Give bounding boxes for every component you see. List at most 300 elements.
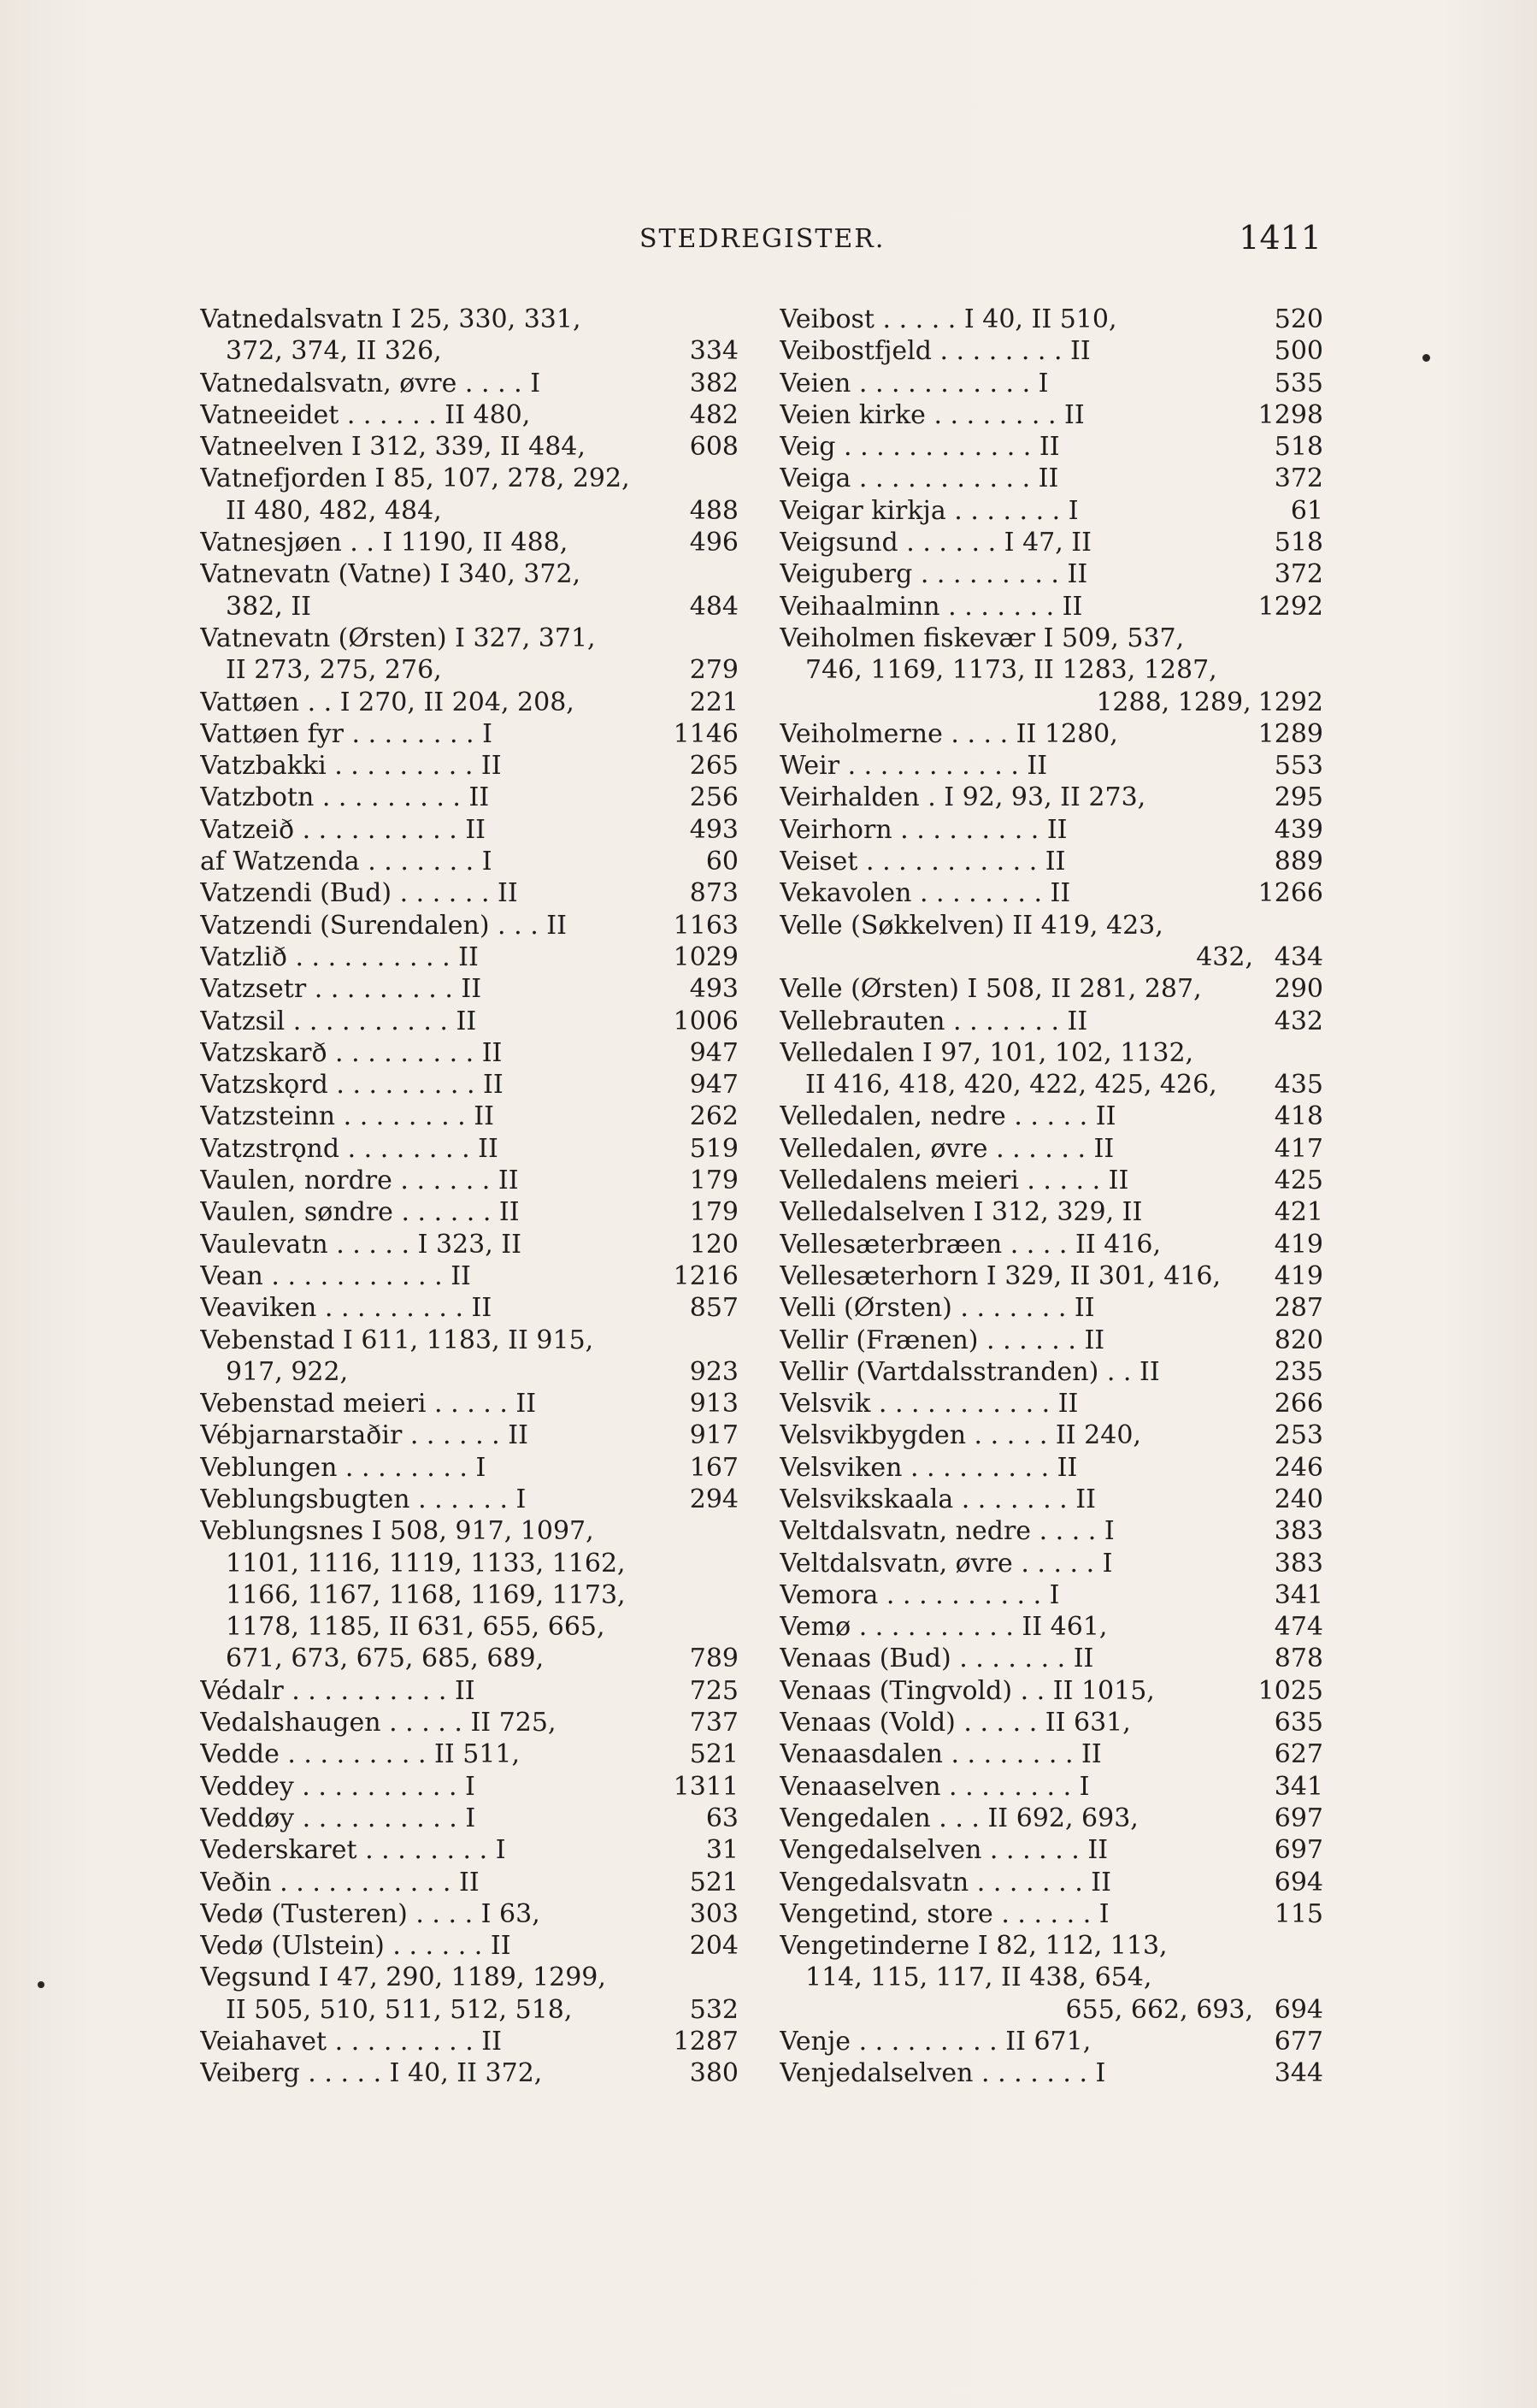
index-entry	[780, 687, 1323, 718]
entry-page-ref: 520	[1274, 304, 1323, 334]
entry-page-ref: 496	[689, 528, 739, 558]
entry-text: II 480, 482, 484,	[226, 495, 442, 526]
index-entry	[780, 1834, 1323, 1866]
index-entry	[200, 1069, 739, 1101]
entry-page-ref: 923	[689, 1356, 739, 1387]
entry-text: Veiset . . . . . . . . . . . II	[780, 847, 1066, 877]
index-entry	[780, 1675, 1323, 1707]
entry-text: Vatneeidet . . . . . . II 480,	[200, 399, 531, 430]
index-entry	[200, 495, 739, 527]
entry-text: af Watzenda . . . . . . . I	[200, 847, 492, 877]
entry-page-ref: 439	[1274, 814, 1323, 845]
index-entry	[780, 1707, 1323, 1738]
index-entry	[200, 1133, 739, 1165]
index-entry	[780, 1101, 1323, 1132]
entry-page-ref: 290	[1274, 974, 1323, 1005]
entry-text: Vatnedalsvatn, øvre . . . . I	[200, 368, 541, 398]
entry-text: 746, 1169, 1173, II 1283, 1287,	[805, 655, 1217, 686]
entry-page-ref: 737	[689, 1708, 739, 1738]
entry-page-ref: 1006	[673, 1006, 739, 1036]
index-entry	[780, 1611, 1323, 1643]
entry-page-ref: 947	[689, 1070, 739, 1101]
entry-text: 372, 374, II 326,	[226, 336, 442, 367]
entry-page-ref: 417	[1274, 1133, 1323, 1164]
entry-text: Venaaselven . . . . . . . . I	[780, 1771, 1090, 1802]
entry-text: Veirhorn . . . . . . . . . II	[780, 814, 1068, 845]
entry-page-ref: 1289	[1257, 718, 1323, 749]
entry-text: Vekavolen . . . . . . . . II	[780, 878, 1071, 909]
index-entry	[200, 431, 739, 463]
entry-text: Velsviken . . . . . . . . . II	[780, 1452, 1078, 1483]
entry-text: Vaulen, nordre . . . . . . II	[200, 1166, 519, 1196]
entry-text: 382, II	[226, 591, 312, 622]
index-entry	[200, 2057, 739, 2089]
entry-text: Veltdalsvatn, nedre . . . . I	[780, 1516, 1115, 1547]
entry-page-ref: 482	[689, 399, 739, 430]
index-entry	[200, 399, 739, 431]
entry-text: Vengedalen . . . II 692, 693,	[780, 1803, 1139, 1833]
entry-text: Vatzendi (Bud) . . . . . . II	[200, 878, 518, 909]
index-entry	[200, 1325, 739, 1356]
entry-page-ref: 1292	[1257, 591, 1323, 622]
entry-text: Vellir (Vartdalsstranden) . . II	[780, 1356, 1160, 1387]
entry-page-ref: 1029	[673, 941, 739, 972]
entry-page-ref: 303	[689, 1898, 739, 1929]
entry-page-ref: 372	[1274, 559, 1323, 590]
entry-text: Veiahavet . . . . . . . . . II	[200, 2027, 502, 2057]
entry-text: Veiga . . . . . . . . . . . II	[780, 463, 1059, 494]
entry-text: Veirhalden . I 92, 93, II 273,	[780, 782, 1146, 813]
entry-text: Veblungsnes I 508, 917, 1097,	[200, 1516, 594, 1547]
entry-page-ref: 421	[1274, 1197, 1323, 1228]
entry-text: Vellesæterbræen . . . . II 416,	[780, 1229, 1162, 1260]
entry-page-ref: 500	[1274, 336, 1323, 367]
entry-page-ref: 627	[1274, 1739, 1323, 1770]
entry-text: Veien kirke . . . . . . . . II	[780, 399, 1085, 430]
entry-text: Vengetinderne I 82, 112, 113,	[780, 1931, 1168, 1962]
entry-page-ref: 697	[1274, 1835, 1323, 1866]
entry-page-ref: 383	[1274, 1548, 1323, 1579]
entry-page-ref: 334	[689, 336, 739, 367]
index-entry	[200, 1484, 739, 1515]
entry-text: Veiholmerne . . . . II 1280,	[780, 718, 1118, 749]
entry-text: Vatzlið . . . . . . . . . . II	[200, 941, 479, 972]
index-entry	[780, 750, 1323, 782]
index-entry	[200, 2026, 739, 2057]
entry-page-ref: 635	[1274, 1708, 1323, 1738]
index-entry	[200, 1675, 739, 1707]
entry-text: Veihaalminn . . . . . . . II	[780, 591, 1083, 622]
entry-text: Veblungen . . . . . . . . I	[200, 1452, 486, 1483]
entry-text: Vatzendi (Surendalen) . . . II	[200, 910, 567, 941]
entry-text: Vattøen fyr . . . . . . . . I	[200, 718, 492, 749]
index-entry	[200, 718, 739, 750]
entry-page-ref: 287	[1274, 1293, 1323, 1324]
entry-text: Vellesæterhorn I 329, II 301, 416,	[780, 1260, 1222, 1291]
entry-text: Vatzsetr . . . . . . . . . II	[200, 974, 482, 1005]
entry-page-ref: 294	[689, 1484, 739, 1514]
index-entry	[200, 1643, 739, 1674]
index-entry	[780, 973, 1323, 1005]
entry-text: Veiholmen fiskevær I 509, 537,	[780, 623, 1185, 653]
index-entry	[200, 1738, 739, 1770]
entry-text: Vatzsteinn . . . . . . . . II	[200, 1101, 494, 1132]
index-entry	[200, 1101, 739, 1132]
index-entry	[200, 1229, 739, 1260]
index-entry	[200, 591, 739, 623]
index-entry	[200, 846, 739, 877]
entry-page-ref: 789	[689, 1644, 739, 1674]
index-entry	[780, 1388, 1323, 1419]
entry-page-ref: 295	[1274, 782, 1323, 813]
entry-page-ref: 279	[689, 655, 739, 686]
entry-text: Veigar kirkja . . . . . . . I	[780, 495, 1079, 526]
entry-page-ref: 857	[689, 1293, 739, 1324]
index-entry	[780, 1515, 1323, 1547]
entry-page-ref: 115	[1274, 1898, 1323, 1929]
entry-text: Vebenstad I 611, 1183, II 915,	[200, 1325, 594, 1355]
entry-text: Vengedalsvatn . . . . . . . II	[780, 1867, 1111, 1897]
entry-text: Vatnevatn (Vatne) I 340, 372,	[200, 559, 581, 590]
index-entry	[200, 814, 739, 846]
index-entry	[200, 1037, 739, 1069]
entry-page-ref: 1292	[1257, 687, 1323, 717]
index-entry	[780, 368, 1323, 399]
entry-page-ref: 1298	[1257, 399, 1323, 430]
entry-text: Veibost . . . . . I 40, II 510,	[780, 304, 1117, 334]
index-entry	[780, 591, 1323, 623]
index-entry	[200, 687, 739, 718]
entry-text: II 273, 275, 276,	[226, 655, 442, 686]
entry-text: Veigsund . . . . . . I 47, II	[780, 528, 1092, 558]
index-entry	[780, 1325, 1323, 1356]
index-entry	[200, 1834, 739, 1866]
index-entry	[780, 623, 1323, 654]
index-entry	[200, 623, 739, 654]
entry-text: Venaasdalen . . . . . . . . II	[780, 1739, 1102, 1770]
entry-page-ref: 913	[689, 1389, 739, 1419]
entry-page-ref: 380	[689, 2058, 739, 2089]
entry-text: 114, 115, 117, II 438, 654,	[805, 1962, 1152, 1993]
entry-text: Vellebrauten . . . . . . . II	[780, 1006, 1088, 1036]
index-entry	[200, 750, 739, 782]
page-header	[0, 219, 1537, 267]
entry-text: Veddøy . . . . . . . . . . I	[200, 1803, 476, 1833]
entry-page-ref: 1266	[1257, 878, 1323, 909]
entry-page-ref: 63	[705, 1803, 739, 1833]
entry-page-ref: 820	[1274, 1325, 1323, 1355]
entry-text: Vean . . . . . . . . . . . II	[200, 1260, 471, 1291]
entry-text: Venjedalselven . . . . . . . I	[780, 2058, 1106, 2089]
entry-text: Veibostfjeld . . . . . . . . II	[780, 336, 1091, 367]
ink-dot	[38, 1981, 44, 1988]
entry-text: Vatnesjøen . . I 1190, II 488,	[200, 528, 568, 558]
entry-text: Veien . . . . . . . . . . . I	[780, 368, 1049, 398]
entry-text: Veblungsbugten . . . . . . I	[200, 1484, 527, 1514]
entry-page-ref: 493	[689, 814, 739, 845]
entry-page-ref: 1025	[1257, 1675, 1323, 1706]
index-entry	[200, 1930, 739, 1962]
entry-text: Vatnefjorden I 85, 107, 278, 292,	[200, 463, 630, 494]
entry-text: Vatzbotn . . . . . . . . . II	[200, 782, 490, 813]
entry-text: Venaas (Tingvold) . . II 1015,	[780, 1675, 1155, 1706]
entry-text: 432,	[1196, 941, 1253, 972]
entry-page-ref: 60	[705, 847, 739, 877]
index-entry	[200, 1867, 739, 1898]
entry-text: Veiberg . . . . . I 40, II 372,	[200, 2058, 543, 2089]
index-entry	[780, 910, 1323, 941]
index-entry	[780, 1196, 1323, 1228]
index-entry	[780, 1898, 1323, 1930]
entry-page-ref: 262	[689, 1101, 739, 1132]
index-column-right	[780, 304, 1323, 2090]
entry-page-ref: 725	[689, 1675, 739, 1706]
entry-text: Vatzskǫrd . . . . . . . . . II	[200, 1070, 504, 1101]
entry-text: 655, 662, 693,	[1065, 1994, 1253, 2025]
entry-page-ref: 1146	[673, 718, 739, 749]
entry-text: Vébjarnarstaðir . . . . . . II	[200, 1420, 528, 1451]
entry-page-ref: 167	[689, 1452, 739, 1483]
index-entry	[780, 846, 1323, 877]
entry-page-ref: 694	[1274, 1994, 1323, 2025]
entry-page-ref: 419	[1274, 1260, 1323, 1291]
index-entry	[780, 1867, 1323, 1898]
entry-text: Vederskaret . . . . . . . . I	[200, 1835, 506, 1866]
index-entry	[780, 1962, 1323, 1993]
index-entry	[200, 1452, 739, 1484]
index-entry	[200, 558, 739, 590]
entry-text: Venaas (Bud) . . . . . . . II	[780, 1644, 1094, 1674]
index-entry	[780, 2057, 1323, 2089]
index-entry	[780, 1356, 1323, 1388]
entry-text: Vebenstad meieri . . . . . II	[200, 1389, 537, 1419]
entry-page-ref: 341	[1274, 1771, 1323, 1802]
index-entry	[780, 558, 1323, 590]
entry-page-ref: 61	[1290, 495, 1323, 526]
entry-text: Vatzeið . . . . . . . . . . II	[200, 814, 486, 845]
entry-text: Veiguberg . . . . . . . . . II	[780, 559, 1088, 590]
entry-text: Vaulen, søndre . . . . . . II	[200, 1197, 520, 1228]
entry-text: Velsvik . . . . . . . . . . . II	[780, 1389, 1079, 1419]
entry-text: Velledalens meieri . . . . . II	[780, 1166, 1129, 1196]
index-entry	[200, 1994, 739, 2026]
entry-text: 1178, 1185, II 631, 655, 665,	[226, 1612, 605, 1643]
index-entry	[780, 1643, 1323, 1674]
index-entry	[780, 304, 1323, 335]
index-entry	[780, 782, 1323, 813]
index-entry	[780, 1229, 1323, 1260]
running-title: STEDREGISTER.	[639, 224, 886, 254]
index-entry	[200, 1771, 739, 1803]
entry-text: Weir . . . . . . . . . . . II	[780, 751, 1048, 782]
entry-text: Vedø (Ulstein) . . . . . . II	[200, 1931, 511, 1962]
entry-text: Vedde . . . . . . . . . II 511,	[200, 1739, 521, 1770]
entry-text: Vattøen . . I 270, II 204, 208,	[200, 687, 574, 717]
index-entry	[200, 368, 739, 399]
entry-page-ref: 917	[689, 1420, 739, 1451]
index-entry	[780, 1579, 1323, 1611]
index-column-left	[200, 304, 739, 2090]
entry-text: Vellir (Frænen) . . . . . . II	[780, 1325, 1105, 1355]
index-entry	[200, 1803, 739, 1834]
entry-text: Velle (Søkkelven) II 419, 423,	[780, 910, 1163, 941]
index-entry	[200, 877, 739, 909]
index-entry	[200, 1388, 739, 1419]
entry-text: Vatzsil . . . . . . . . . . II	[200, 1006, 477, 1036]
entry-page-ref: 434	[1274, 941, 1323, 972]
entry-text: Velledalselven I 312, 329, II	[780, 1197, 1143, 1228]
entry-page-ref: 179	[689, 1197, 739, 1228]
entry-text: Velledalen, nedre . . . . . II	[780, 1101, 1116, 1132]
entry-page-ref: 532	[689, 1994, 739, 2025]
entry-page-ref: 1163	[673, 910, 739, 941]
index-entry	[780, 941, 1323, 973]
entry-text: Vatneelven I 312, 339, II 484,	[200, 432, 586, 463]
index-entry	[200, 910, 739, 941]
index-entry	[780, 1069, 1323, 1101]
index-entry	[200, 1962, 739, 1993]
entry-page-ref: 697	[1274, 1803, 1323, 1833]
index-entry	[200, 973, 739, 1005]
index-entry	[780, 1930, 1323, 1962]
entry-text: 1166, 1167, 1168, 1169, 1173,	[226, 1579, 626, 1610]
index-entry	[780, 335, 1323, 367]
entry-text: II 416, 418, 420, 422, 425, 426,	[805, 1070, 1217, 1101]
entry-text: Veaviken . . . . . . . . . II	[200, 1293, 492, 1324]
index-entry	[780, 2026, 1323, 2057]
entry-text: Veltdalsvatn, øvre . . . . . I	[780, 1548, 1113, 1579]
entry-text: Velsvikbygden . . . . . II 240,	[780, 1420, 1141, 1451]
entry-page-ref: 265	[689, 751, 739, 782]
entry-page-ref: 519	[689, 1133, 739, 1164]
entry-page-ref: 341	[1274, 1579, 1323, 1610]
entry-page-ref: 246	[1274, 1452, 1323, 1483]
index-entry	[780, 1452, 1323, 1484]
entry-page-ref: 383	[1274, 1516, 1323, 1547]
entry-page-ref: 484	[689, 591, 739, 622]
entry-page-ref: 235	[1274, 1356, 1323, 1387]
index-entry	[200, 782, 739, 813]
entry-page-ref: 1311	[673, 1771, 739, 1802]
entry-page-ref: 873	[689, 878, 739, 909]
entry-text: Védalr . . . . . . . . . . II	[200, 1675, 475, 1706]
index-entry	[780, 1419, 1323, 1451]
entry-text: Vengedalselven . . . . . . II	[780, 1835, 1109, 1866]
index-entry	[200, 1196, 739, 1228]
index-entry	[780, 399, 1323, 431]
index-entry	[780, 1165, 1323, 1196]
entry-page-ref: 493	[689, 974, 739, 1005]
index-entry	[780, 1994, 1323, 2026]
index-entry	[200, 1548, 739, 1579]
entry-page-ref: 120	[689, 1229, 739, 1260]
entry-text: 671, 673, 675, 685, 689,	[226, 1644, 545, 1674]
index-entry	[200, 1292, 739, 1324]
entry-page-ref: 256	[689, 782, 739, 813]
entry-page-ref: 382	[689, 368, 739, 398]
entry-page-ref: 608	[689, 432, 739, 463]
entry-text: Vedalshaugen . . . . . II 725,	[200, 1708, 556, 1738]
entry-text: Velli (Ørsten) . . . . . . . II	[780, 1293, 1095, 1324]
index-entry	[200, 1515, 739, 1547]
entry-page-ref: 432	[1274, 1006, 1323, 1036]
entry-text: 1101, 1116, 1119, 1133, 1162,	[226, 1548, 626, 1579]
index-entry	[200, 1611, 739, 1643]
index-entry	[780, 495, 1323, 527]
index-entry	[780, 718, 1323, 750]
index-entry	[780, 1133, 1323, 1165]
entry-page-ref: 179	[689, 1166, 739, 1196]
entry-page-ref: 474	[1274, 1612, 1323, 1643]
index-entry	[200, 1165, 739, 1196]
entry-page-ref: 221	[689, 687, 739, 717]
entry-page-ref: 1216	[673, 1260, 739, 1291]
index-entry	[780, 654, 1323, 686]
entry-text: Vemø . . . . . . . . . . II 461,	[780, 1612, 1108, 1643]
index-entry	[780, 1484, 1323, 1515]
index-entry	[780, 1803, 1323, 1834]
entry-text: Veig . . . . . . . . . . . . II	[780, 432, 1060, 463]
entry-text: Veðin . . . . . . . . . . . II	[200, 1867, 480, 1897]
index-entry	[780, 1006, 1323, 1037]
index-entry	[200, 1356, 739, 1388]
index-entry	[200, 941, 739, 973]
index-entry	[780, 1738, 1323, 1770]
ink-dot	[1422, 354, 1430, 362]
entry-text: Vatnedalsvatn I 25, 330, 331,	[200, 304, 581, 334]
entry-text: Vatnevatn (Ørsten) I 327, 371,	[200, 623, 596, 653]
entry-text: Vedø (Tusteren) . . . . I 63,	[200, 1898, 540, 1929]
entry-text: Velle (Ørsten) I 508, II 281, 287,	[780, 974, 1202, 1005]
entry-page-ref: 518	[1274, 432, 1323, 463]
index-entry	[200, 654, 739, 686]
index-entry	[200, 1898, 739, 1930]
index-entry	[200, 527, 739, 558]
index-entry	[200, 1419, 739, 1451]
index-entry	[780, 1292, 1323, 1324]
index-entry	[200, 1260, 739, 1292]
entry-text: Velledalen, øvre . . . . . . II	[780, 1133, 1115, 1164]
page-number: 1411	[1239, 219, 1322, 257]
entry-text: Vemora . . . . . . . . . . I	[780, 1579, 1060, 1610]
entry-text: 1288, 1289,	[1096, 687, 1251, 717]
entry-page-ref: 425	[1274, 1166, 1323, 1196]
entry-page-ref: 266	[1274, 1389, 1323, 1419]
entry-page-ref: 889	[1274, 847, 1323, 877]
entry-page-ref: 435	[1274, 1070, 1323, 1101]
entry-text: Vatzskarð . . . . . . . . . II	[200, 1037, 503, 1068]
entry-page-ref: 31	[705, 1835, 739, 1866]
entry-text: Vengetind, store . . . . . . I	[780, 1898, 1110, 1929]
entry-page-ref: 947	[689, 1037, 739, 1068]
entry-page-ref: 521	[689, 1867, 739, 1897]
entry-page-ref: 677	[1274, 2027, 1323, 2057]
entry-text: Vatzbakki . . . . . . . . . II	[200, 751, 502, 782]
index-entry	[780, 1037, 1323, 1069]
entry-page-ref: 204	[689, 1931, 739, 1962]
entry-page-ref: 518	[1274, 528, 1323, 558]
index-entry	[780, 1260, 1323, 1292]
index-entry	[780, 814, 1323, 846]
index-entry	[200, 304, 739, 335]
index-entry	[780, 527, 1323, 558]
index-entry	[780, 1548, 1323, 1579]
index-entry	[200, 335, 739, 367]
entry-text: Venaas (Vold) . . . . . II 631,	[780, 1708, 1131, 1738]
index-entry	[200, 1707, 739, 1738]
entry-page-ref: 694	[1274, 1867, 1323, 1897]
entry-page-ref: 372	[1274, 463, 1323, 494]
